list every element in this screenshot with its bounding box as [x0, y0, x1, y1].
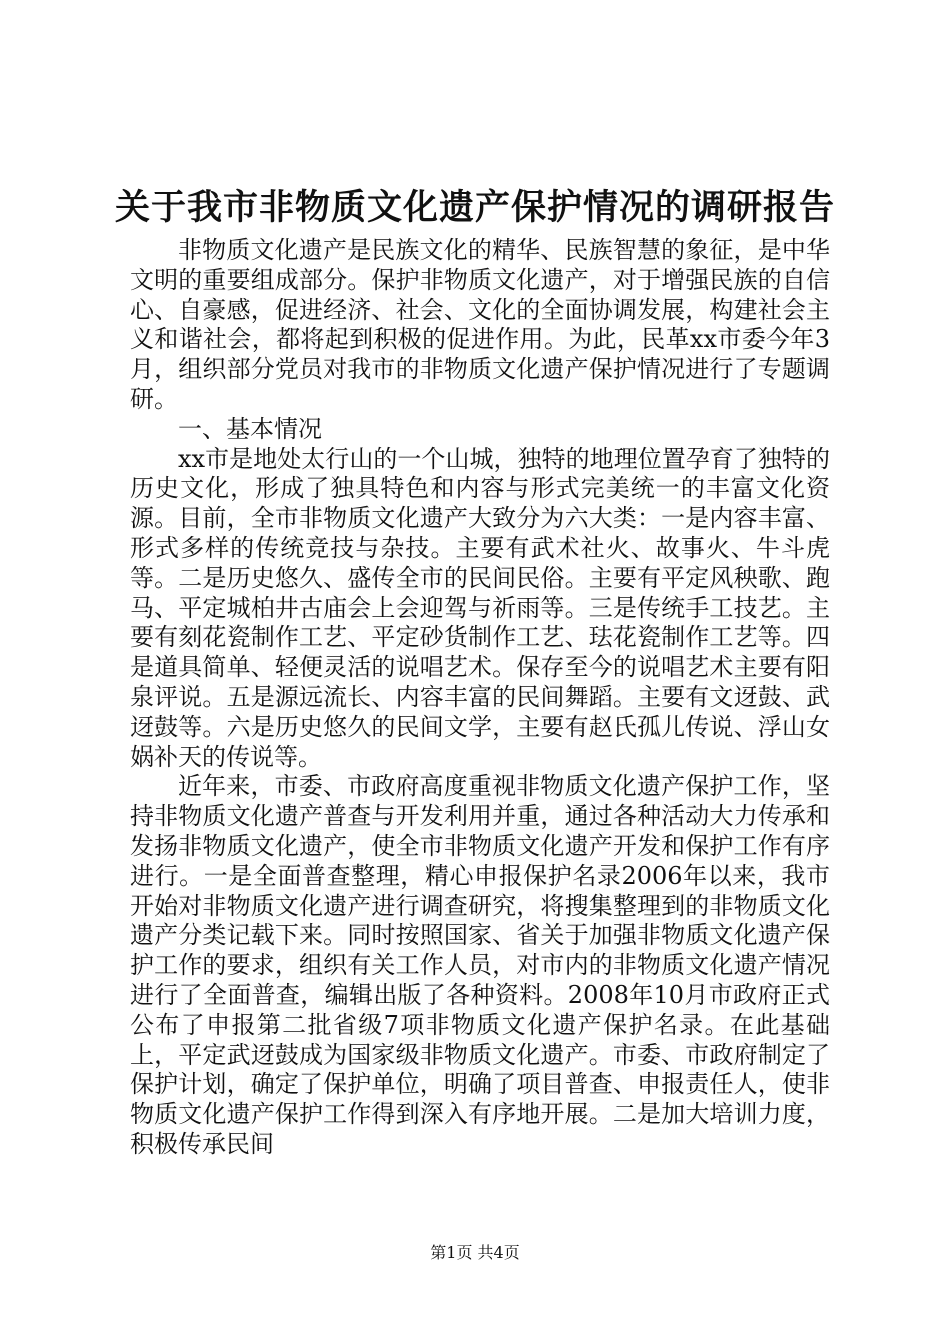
paragraph-intro: 非物质文化遗产是民族文化的精华、民族智慧的象征，是中华文明的重要组成部分。保护非物质文化遗产，对于增强民族的自信心、自豪感，促进经济、社会、文化的全面协调发展，构建社会主义和谐社会，都将起到积极的促进作用。为此，民革xx市委今年3月，组织部分党员对我市的非物质文化遗产保护情况进行了专题调研。	[130, 236, 830, 413]
page-footer: 第1页 共4页	[430, 1243, 520, 1262]
paragraph-basic-situation: xx市是地处太行山的一个山城，独特的地理位置孕育了独特的历史文化，形成了独具特色和内容与形式完美统一的丰富文化资源。目前，全市非物质文化遗产大致分为六大类：一是内容丰富、形式多样的传统竞技与杂技。主要有武术社火、故事火、牛斗虎等。二是历史悠久、盛传全市的民间民俗。主要有平定风秧歌、跑马、平定城柏井古庙会上会迎驾与祈雨等。三是传统手工技艺。主要有刻花瓷制作工艺、平定砂货制作工艺、珐花瓷制作工艺等。四是道具简单、轻便灵活的说唱艺术。保存至今的说唱艺术主要有阳泉评说。五是源远流长、内容丰富的民间舞蹈。主要有文迓鼓、武迓鼓等。六是历史悠久的民间文学，主要有赵氏孤儿传说、浮山女娲补天的传说等。	[130, 444, 830, 771]
paragraph-recent-work: 近年来，市委、市政府高度重视非物质文化遗产保护工作，坚持非物质文化遗产普查与开发利用并重，通过各种活动大力传承和发扬非物质文化遗产，使全市非物质文化遗产开发和保护工作有序进行。一是全面普查整理，精心申报保护名录2006年以来，我市开始对非物质文化遗产进行调查研究，将搜集整理到的非物质文化遗产分类记载下来。同时按照国家、省关于加强非物质文化遗产保护工作的要求，组织有关工作人员，对市内的非物质文化遗产情况进行了全面普查，编辑出版了各种资料。2008年10月市政府正式公布了申报第二批省级7项非物质文化遗产保护名录。在此基础上，平定武迓鼓成为国家级非物质文化遗产。市委、市政府制定了保护计划，确定了保护单位，明确了项目普查、申报责任人，使非物质文化遗产保护工作得到深入有序地开展。二是加大培训力度，积极传承民间	[130, 772, 830, 1158]
document-body	[130, 236, 830, 1160]
section-heading-basic-situation: 一、基本情况	[178, 414, 322, 443]
document-title: 关于我市非物质文化遗产保护情况的调研报告	[114, 187, 835, 228]
